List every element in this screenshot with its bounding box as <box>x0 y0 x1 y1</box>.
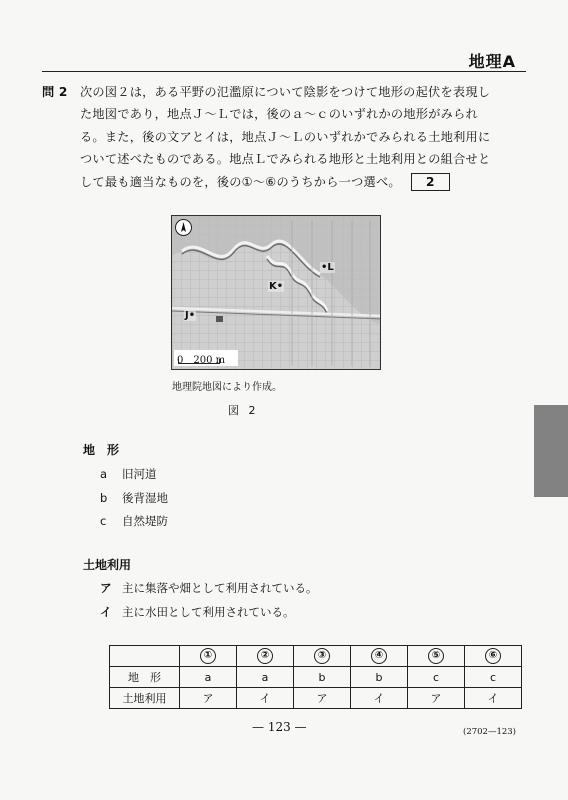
choice-number: ④ <box>371 648 387 664</box>
figure-source: 地理院地図により作成。 <box>172 382 282 393</box>
table-cell: イ <box>237 688 294 709</box>
table-corner-cell <box>110 646 180 667</box>
shaded-relief-map <box>171 215 381 370</box>
point-k-label: K• <box>269 281 284 292</box>
choice-number: ③ <box>314 648 330 664</box>
choice-number: ⑥ <box>485 648 501 664</box>
landuse-title: 土地利用 <box>83 558 132 572</box>
landform-item-b: b 後背湿地 <box>100 491 168 505</box>
question-number: 問 2 <box>42 85 68 99</box>
table-cell: c <box>465 667 522 688</box>
table-cell: c <box>408 667 465 688</box>
landuse-item-i: イ 主に水田として利用されている。 <box>100 605 295 619</box>
table-cell: b <box>351 667 408 688</box>
landuse-item-a: ア 主に集落や畑として利用されている。 <box>100 581 318 595</box>
choice-number: ⑤ <box>428 648 444 664</box>
relief-map-graphic <box>172 216 381 370</box>
scale-bar-line <box>178 359 220 364</box>
table-row-landform <box>110 667 522 688</box>
table-cell: ア <box>294 688 351 709</box>
table-cell: ア <box>408 688 465 709</box>
figure-map <box>171 215 381 370</box>
table-row-landuse <box>110 688 522 709</box>
table-cell: b <box>294 667 351 688</box>
row-label: 土地利用 <box>110 688 180 709</box>
point-l-label: •L <box>321 262 334 273</box>
header-rule <box>42 71 526 72</box>
scale-bar <box>174 350 238 366</box>
question-block <box>42 81 500 193</box>
table-cell: a <box>180 667 237 688</box>
table-header-row <box>110 646 522 667</box>
landform-item-c: c 自然堤防 <box>100 514 168 528</box>
choice-number: ① <box>200 648 216 664</box>
scale-label: 0 200 m <box>177 355 226 366</box>
choice-number: ② <box>257 648 273 664</box>
table-cell: イ <box>465 688 522 709</box>
point-j-label: J• <box>185 310 196 321</box>
landform-title: 地 形 <box>83 443 120 457</box>
row-label: 地 形 <box>110 667 180 688</box>
choices-table <box>109 645 522 709</box>
table-cell: a <box>237 667 294 688</box>
landform-item-a: a 旧河道 <box>100 467 157 481</box>
north-arrow-icon <box>175 219 192 236</box>
table-cell: イ <box>351 688 408 709</box>
answer-box: 2 <box>411 173 450 191</box>
page-number: — 123 — <box>252 720 307 734</box>
page-subject-header: 地理A <box>468 52 516 71</box>
side-index-tab <box>534 405 568 497</box>
table-cell: ア <box>180 688 237 709</box>
page-code: (2702—123) <box>463 727 516 737</box>
question-text: 次の図２は，ある平野の氾濫原について陰影をつけて地形の起伏を表現した地図であり，地点Ｊ～Ｌでは，後のａ～ｃのいずれかの地形がみられる。また，後の文アとイは，地点Ｊ～Ｌのいずれかでみられる土地利用について述べたものである。地点Ｌでみられる地形と土地利用との組合せとして最も適当なものを，後の①～⑥のうちから一つ選べ。 <box>80 85 491 189</box>
figure-caption: 図 2 <box>228 404 259 417</box>
